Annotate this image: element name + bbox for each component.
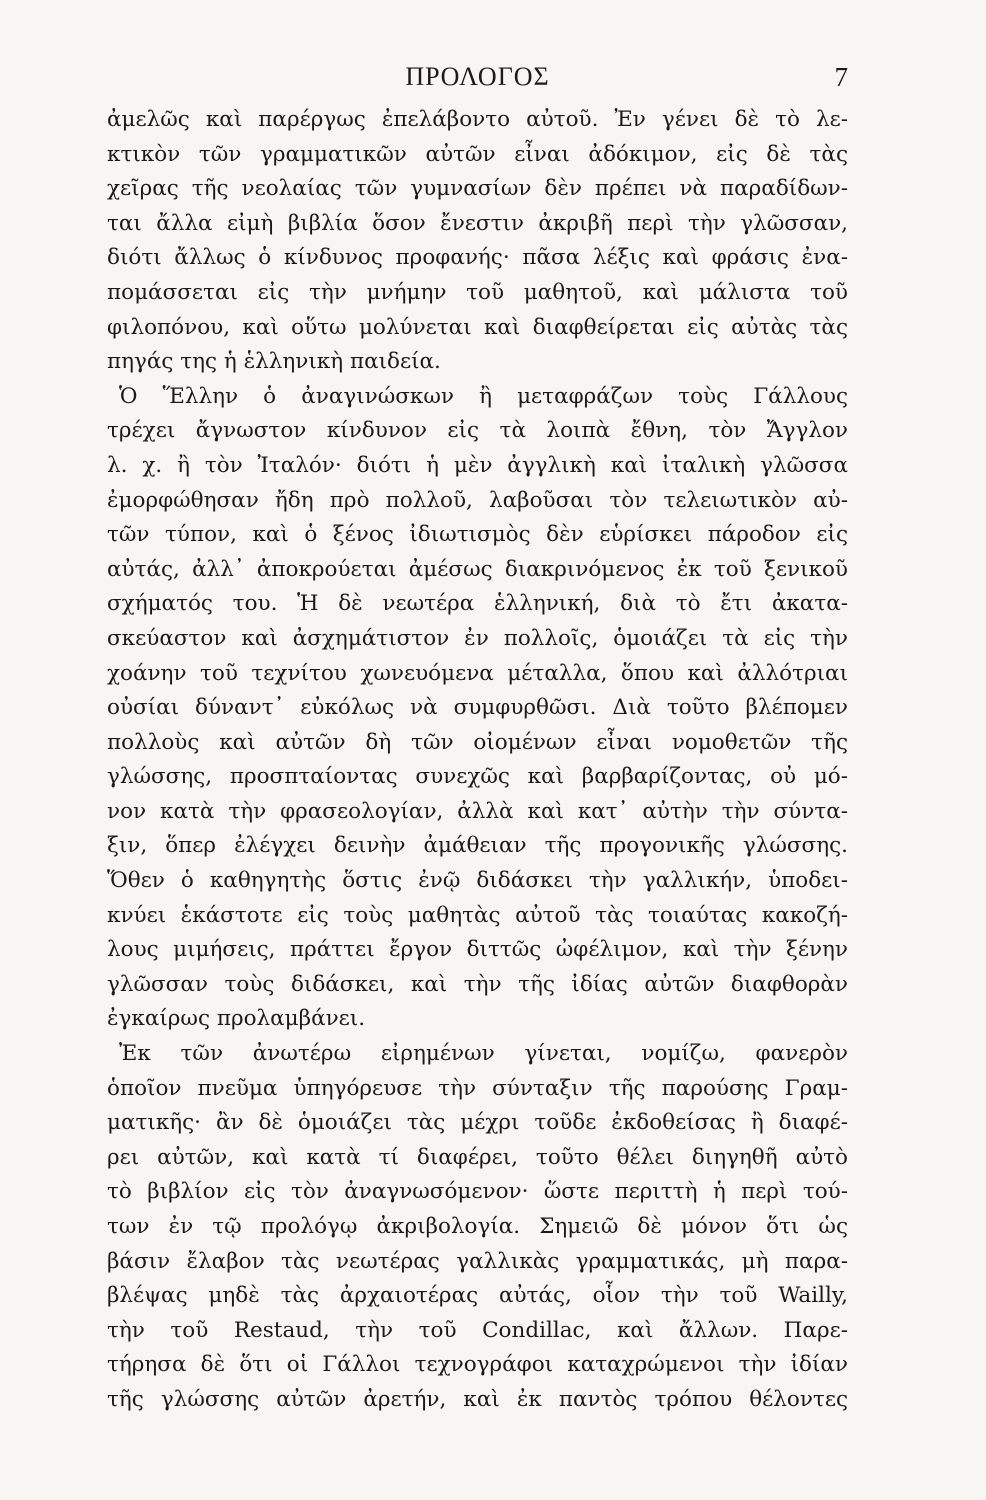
text-line: κτικὸν τῶν γραμματικῶν αὐτῶν εἶναι ἀδόκιμον, εἰς δὲ τὰς [107,141,848,167]
text-line: ὁποῖον πνεῦμα ὑπηγόρευσε τὴν σύνταξιν τῆς παρούσης Γραμ- [107,1075,848,1101]
text-line: κνύει ἑκάστοτε εἰς τοὺς μαθητὰς αὐτοῦ τὰς τοιαύτας κακοζή- [107,902,848,928]
text-line: γλώσσης, προσπταίοντας συνεχῶς καὶ βαρβαρίζοντας, οὐ μό- [107,764,848,790]
text-line: σχήματός του. Ἡ δὲ νεωτέρα ἑλληνική, διὰ τὸ ἔτι ἀκατα- [107,591,848,617]
text-line: Ἐκ τῶν ἀνωτέρω εἰρημένων γίνεται, νομίζω, φανερὸν [119,1041,848,1067]
text-line: Ὁ Ἕλλην ὁ ἀναγινώσκων ἢ μεταφράζων τοὺς Γάλλους [119,383,848,409]
text-line: ται ἄλλα εἰμὴ βιβλία ὅσον ἔνεστιν ἀκριβῆ περὶ τὴν γλῶσσαν, [107,210,848,236]
text-line: ματικῆς· ἂν δὲ ὁμοιάζει τὰς μέχρι τοῦδε ἐκδοθείσας ἢ διαφέ- [107,1110,848,1136]
text-line: βλέψας μηδὲ τὰς ἀρχαιοτέρας αὐτάς, οἷον τὴν τοῦ Wailly, [107,1283,848,1309]
text-line: ἀμελῶς καὶ παρέργως ἐπελάβοντο αὐτοῦ. Ἐν γένει δὲ τὸ λε- [107,107,848,132]
text-line: τήρησα δὲ ὅτι οἱ Γάλλοι τεχνογράφοι καταχρώμενοι τὴν ἰδίαν [107,1352,848,1378]
text-line: λ. χ. ἢ τὸν Ἰταλόν· διότι ἡ μὲν ἀγγλικὴ καὶ ἰταλικὴ γλῶσσα [107,452,848,478]
text-line: λους μιμήσεις, πράττει ἔργον διττῶς ὠφέλιμον, καὶ τὴν ξένην [107,937,848,963]
text-line: τρέχει ἄγνωστον κίνδυνον εἰς τὰ λοιπὰ ἔθνη, τὸν Ἄγγλον [107,418,848,444]
text-line: αὐτάς, ἀλλ᾽ ἀποκρούεται ἀμέσως διακρινόμενος ἐκ τοῦ ξενικοῦ [107,556,848,582]
text-line: σκεύαστον καὶ ἀσχημάτιστον ἐν πολλοῖς, ὁμοιάζει τὰ εἰς τὴν [107,625,848,651]
text-line: των ἐν τῷ προλόγῳ ἀκριβολογία. Σημειῶ δὲ μόνον ὅτι ὡς [107,1214,848,1239]
text-line: τῆς γλώσσης αὐτῶν ἀρετήν, καὶ ἐκ παντὸς τρόπου θέλοντες [107,1386,848,1412]
text-line: νον κατὰ τὴν φρασεολογίαν, ἀλλὰ καὶ κατ᾽ αὐτὴν τὴν σύντα- [107,798,848,824]
text-line: χεῖρας τῆς νεολαίας τῶν γυμνασίων δὲν πρέπει νὰ παραδίδων- [107,176,848,202]
text-line: τὸ βιβλίον εἰς τὸν ἀναγνωσόμενον· ὥστε περιττὴ ἡ περὶ τού- [107,1179,848,1205]
running-head [107,62,848,102]
text-line: τῶν τύπον, καὶ ὁ ξένος ἰδιωτισμὸς δὲν εὑρίσκει πάροδον εἰς [107,522,848,548]
text-line: οὐσίαι δύναντ᾽ εὐκόλως νὰ συμφυρθῶσι. Διὰ τοῦτο βλέπομεν [107,695,848,721]
text-line: ξιν, ὅπερ ἐλέγχει δεινὴν ἀμάθειαν τῆς προγονικῆς γλώσσης. [107,833,848,859]
text-line: χοάνην τοῦ τεχνίτου χωνευόμενα μέταλλα, ὅπου καὶ ἀλλότριαι [107,660,848,686]
body-text [107,103,848,1418]
text-line: Ὅθεν ὁ καθηγητὴς ὅστις ἐνῷ διδάσκει τὴν γαλλικήν, ὑποδει- [107,868,848,894]
text-line: φιλοπόνου, καὶ οὕτω μολύνεται καὶ διαφθείρεται εἰς αὐτὰς τὰς [107,314,848,340]
text-line: ἐμορφώθησαν ἤδη πρὸ πολλοῦ, λαβοῦσαι τὸν τελειωτικὸν αὐ- [107,487,848,513]
text-line: ρει αὐτῶν, καὶ κατὰ τί διαφέρει, τοῦτο θέλει διηγηθῆ αὐτὸ [107,1144,848,1170]
text-line: βάσιν ἔλαβον τὰς νεωτέρας γαλλικὰς γραμματικάς, μὴ παρα- [107,1248,848,1274]
text-line: διότι ἄλλως ὁ κίνδυνος προφανής· πᾶσα λέξις καὶ φράσις ἐνα- [107,245,848,271]
text-line: ἐγκαίρως προλαμβάνει. [107,1006,366,1032]
page-number: 7 [834,62,848,92]
text-line: πομάσσεται εἰς τὴν μνήμην τοῦ μαθητοῦ, καὶ μάλιστα τοῦ [107,279,848,305]
text-line: γλῶσσαν τοὺς διδάσκει, καὶ τὴν τῆς ἰδίας αὐτῶν διαφθορὰν [107,971,848,997]
text-line: πηγάς της ἡ ἑλληνικὴ παιδεία. [107,349,441,375]
text-line: πολλοὺς καὶ αὐτῶν δὴ τῶν οἰομένων εἶναι νομοθετῶν τῆς [107,729,848,755]
text-line: τὴν τοῦ Restaud, τὴν τοῦ Condillac, καὶ ἄλλων. Παρε- [107,1317,848,1343]
page-title: ΠΡΟΛΟΓΟΣ [405,62,550,91]
